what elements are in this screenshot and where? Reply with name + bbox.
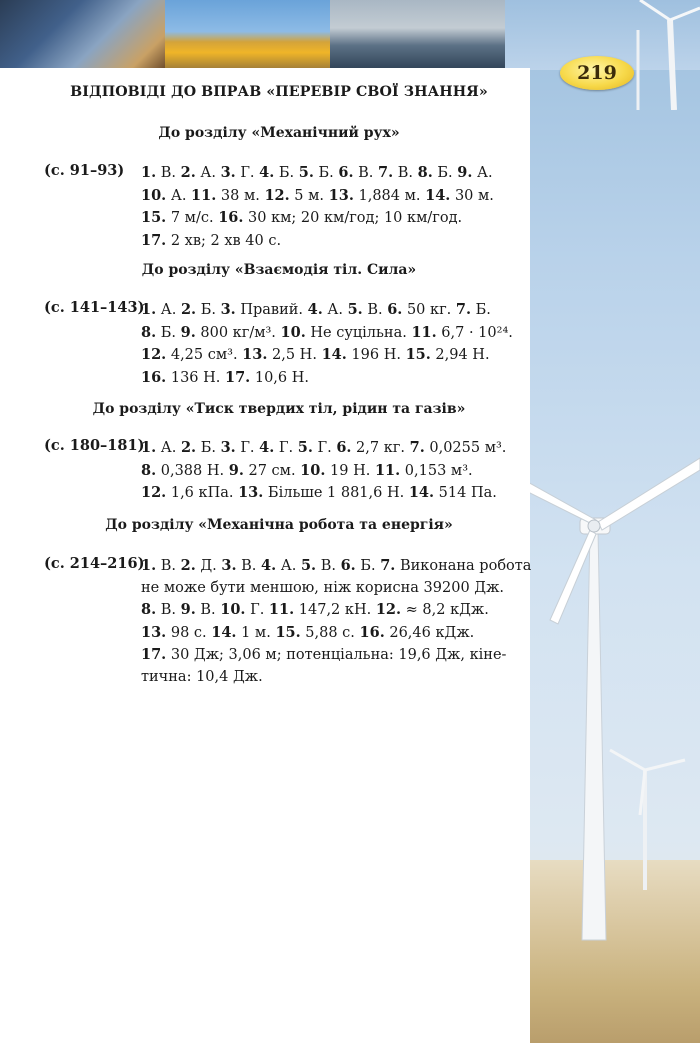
answer-line: 1. А. 2. Б. 3. Г. 4. Г. 5. Г. 6. 2,7 кг. 7. 0,0255 м³. bbox=[141, 439, 507, 456]
answer-entry bbox=[44, 555, 532, 688]
section-heading: До розділу «Тиск твердих тіл, рідин та газів» bbox=[92, 401, 466, 417]
answer-text bbox=[141, 437, 516, 505]
answer-entry bbox=[44, 162, 516, 252]
page-range: (с. 91–93) bbox=[44, 162, 125, 179]
answer-line: 8. В. 9. В. 10. Г. 11. 147,2 кН. 12. ≈ 8,2 кДж. bbox=[141, 601, 489, 618]
answer-line: 1. В. 2. А. 3. Г. 4. Б. 5. Б. 6. В. 7. В. 8. Б. 9. А. bbox=[141, 164, 493, 181]
answer-line: не може бути меншою, ніж корисна 39200 Дж. bbox=[141, 579, 505, 596]
answer-line: 12. 4,25 см³. 13. 2,5 Н. 14. 196 Н. 15. 2,94 Н. bbox=[141, 346, 490, 363]
section-heading: До розділу «Механічна робота та енергія» bbox=[105, 517, 453, 533]
page-range: (с. 180–181) bbox=[44, 437, 145, 454]
section-heading: До розділу «Взаємодія тіл. Сила» bbox=[141, 262, 417, 278]
answer-line: тична: 10,4 Дж. bbox=[141, 668, 263, 685]
answer-line: 17. 2 хв; 2 хв 40 с. bbox=[141, 231, 282, 249]
section-heading: До розділу «Механічний рух» bbox=[158, 125, 400, 141]
answer-line: 10. А. 11. 38 м. 12. 5 м. 13. 1,884 м. 14. 30 м. bbox=[141, 186, 494, 204]
answer-entry bbox=[44, 299, 516, 389]
answer-line: 13. 98 с. 14. 1 м. 15. 5,88 с. 16. 26,46 кДж. bbox=[141, 623, 475, 641]
answer-line: 1. А. 2. Б. 3. Правий. 4. А. 5. В. 6. 50 кг. 7. Б. bbox=[141, 301, 491, 318]
page-number: 219 bbox=[560, 56, 634, 90]
answer-line: 15. 7 м/с. 16. 30 км; 20 км/год; 10 км/год. bbox=[141, 209, 463, 226]
wind-turbine-small-icon bbox=[600, 730, 700, 890]
answer-text bbox=[141, 299, 516, 389]
wind-turbine-top-icon bbox=[600, 0, 700, 110]
answer-line: 16. 136 Н. 17. 10,6 Н. bbox=[141, 368, 309, 386]
answer-line: 12. 1,6 кПа. 13. Більше 1 881,6 Н. 14. 514 Па. bbox=[141, 484, 497, 501]
header-photo-bulldozer bbox=[165, 0, 330, 70]
answer-line: 8. 0,388 Н. 9. 27 см. 10. 19 Н. 11. 0,153 м³. bbox=[141, 461, 473, 479]
answer-line: 1. В. 2. Д. 3. В. 4. А. 5. В. 6. Б. 7. Виконана робота bbox=[141, 557, 532, 574]
answer-entry bbox=[44, 437, 516, 505]
answer-line: 17. 30 Дж; 3,06 м; потенціальна: 19,6 Дж, кіне- bbox=[141, 646, 507, 663]
header-photo-engine bbox=[0, 0, 165, 70]
header-photo-landscape bbox=[330, 0, 505, 70]
answer-line: 8. Б. 9. 800 кг/м³. 10. Не суцільна. 11. 6,7 · 10²⁴. bbox=[141, 323, 513, 341]
page-range: (с. 214–216) bbox=[44, 555, 145, 572]
page-range: (с. 141–143) bbox=[44, 299, 145, 316]
answer-text bbox=[141, 555, 532, 688]
page-title: ВІДПОВІДІ ДО ВПРАВ «ПЕРЕВІР СВОЇ ЗНАННЯ» bbox=[70, 84, 488, 100]
answer-text bbox=[141, 162, 516, 252]
